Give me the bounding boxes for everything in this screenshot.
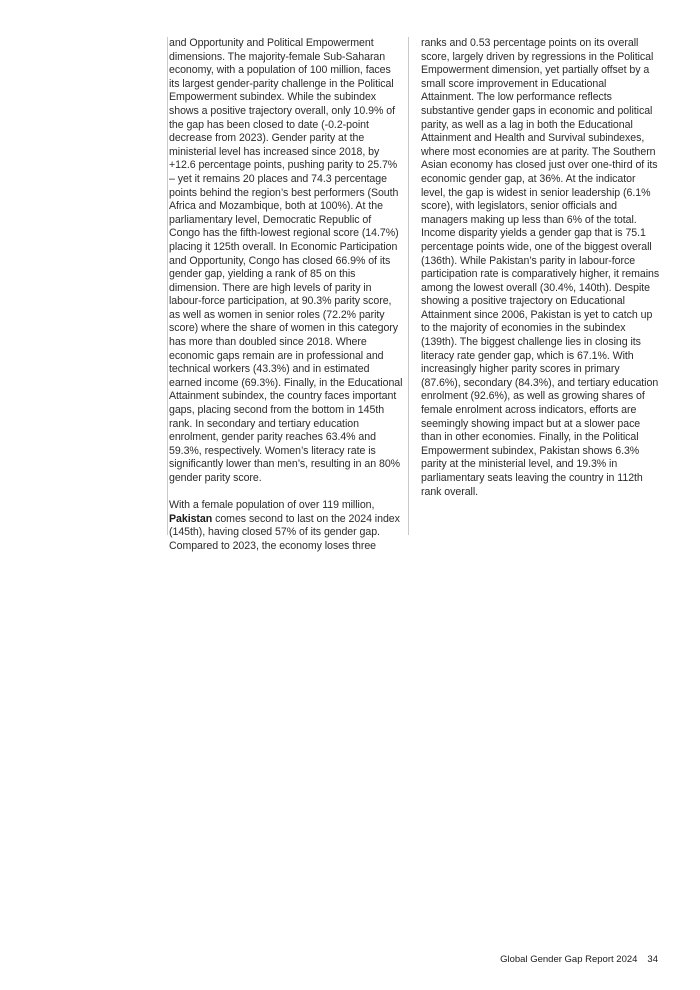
column-divider [408, 37, 409, 535]
right-text-column [421, 37, 661, 513]
left-column-body [169, 37, 403, 554]
footer-page-number: 34 [647, 954, 658, 965]
footer-report-title: Global Gender Gap Report 2024 [500, 954, 638, 965]
pakistan-intro-rest: comes second to last on the 2024 index (145th), having closed 57% of its gender gap. Compared to 2023, the economy loses three [169, 512, 400, 552]
left-paragraph-pakistan-intro [169, 499, 403, 553]
left-paragraph-congo: and Opportunity and Political Empowerment dimensions. The majority-female Sub-Saharan economy, with a population of 100 million, faces its largest gender-parity challenge in the Political Empowerment subindex. While the subindex shows a positive trajectory overall, only 10.9% of the gap has been closed to date (-0.2-point decrease from 2023). Gender parity at the ministerial level has increased since 2018, by +12.6 percentage points, pushing parity to 25.7% – yet it remains 20 places and 74.3 percentage points behind the region’s best performers (South Africa and Mozambique, both at 100%). At the parliamentary level, Democratic Republic of Congo has the fifth-lowest regional score (14.7%) placing it 125th overall. In Economic Participation and Opportunity, Congo has closed 66.9% of its gender gap, yielding a rank of 85 on this dimension. There are high levels of parity in labour-force participation, at 90.3% parity score, as well as women in senior roles (72.2% parity score) where the share of women in this category has more than doubled since 2018. Where economic gaps remain are in professional and technical workers (43.3%) and in estimated earned income (69.3%). Finally, in the Educational Attainment subindex, the country faces important gaps, placing second from the bottom in 145th rank. In secondary and tertiary education enrolment, gender parity reaches 63.4% and 59.3%, respectively. Women’s literacy rate is significantly lower than men’s, resulting in an 80% gender parity score. [169, 37, 403, 484]
pakistan-country-name: Pakistan [169, 512, 213, 525]
right-paragraph-pakistan: ranks and 0.53 percentage points on its overall score, largely driven by regressions in the Political Empowerment dimension, yet partially offset by a small score improvement in Educational Attainment. The low performance reflects substantive gender gaps in economic and political parity, as well as a lag in both the Educational Attainment and Health and Survival subindexes, where most economies are at parity. The Southern Asian economy has closed just over one-third of its economic gender gap, at 36%. At the indicator level, the gap is widest in senior leadership (6.1% score), with legislators, senior officials and managers making up less than 6% of the total. Income disparity yields a gender gap that is 75.1 percentage points wide, one of the biggest overall (136th). While Pakistan’s parity in labour-force participation rate is comparatively higher, it remains among the lowest overall (30.4%, 140th). Despite showing a positive trajectory on Educational Attainment since 2006, Pakistan is yet to catch up to the majority of economies in the subindex (139th). The biggest challenge lies in closing its literacy rate gender gap, which is 67.1%. With increasingly higher parity scores in primary (87.6%), secondary (84.3%), and tertiary education enrolment (92.6%), as well as growing shares of female enrolment across indicators, efforts are seemingly showing impact but at a slower pace than in other economies. Finally, in the Political Empowerment subindex, Pakistan shows 6.3% parity at the ministerial level, and 19.3% in parliamentary seats leaving the country in 112th rank overall. [421, 37, 660, 498]
left-text-column [167, 37, 403, 552]
pakistan-intro-text: With a female population of over 119 million, [169, 499, 375, 512]
page-footer [500, 954, 658, 965]
